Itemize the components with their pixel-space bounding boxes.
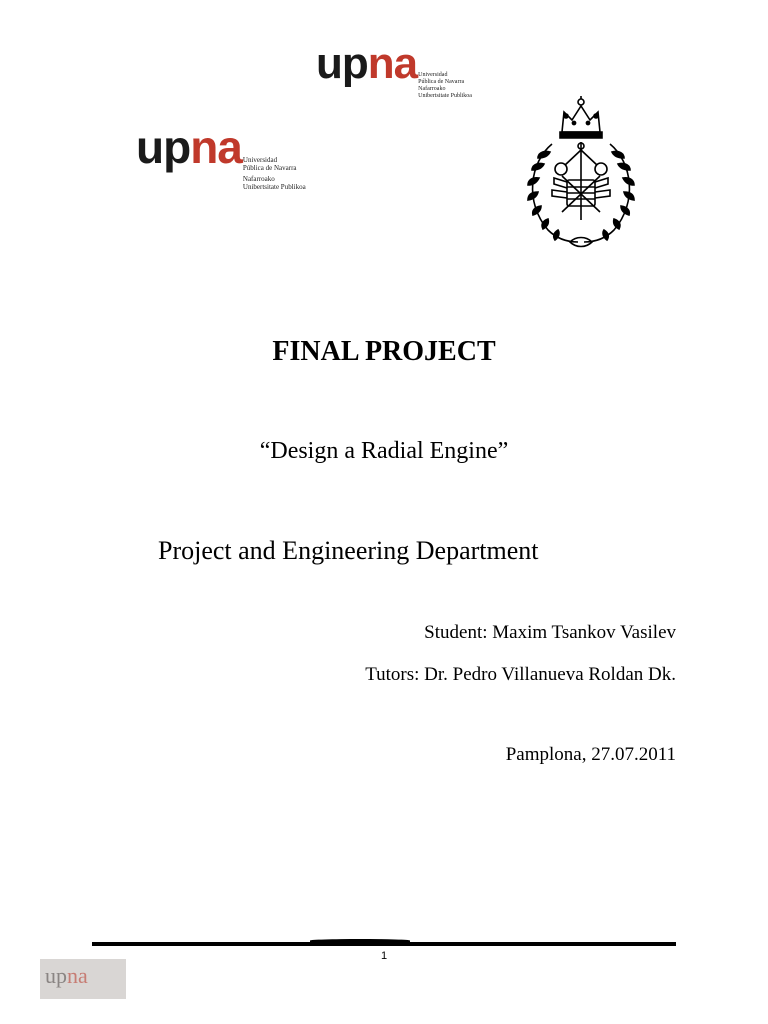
project-title: “Design a Radial Engine” — [259, 438, 509, 464]
page-number: 1 — [380, 950, 388, 962]
caption-line: Universidad — [242, 156, 278, 164]
caption-line: Pública de Navarra — [242, 164, 297, 172]
wordmark-na: na — [67, 963, 88, 988]
upna-logo-caption — [418, 72, 472, 100]
caption-line: Universidad — [418, 72, 448, 78]
department-name: Project and Engineering Department — [158, 536, 539, 565]
upna-logo-top — [316, 39, 472, 100]
document-title: FINAL PROJECT — [272, 336, 496, 367]
caption-line: Nafarroako — [242, 175, 275, 183]
engineering-crest-icon — [512, 92, 650, 250]
caption-line: Unibertsitate Publikoa — [418, 93, 472, 99]
footer-rule — [92, 942, 676, 946]
upna-logo-footer — [40, 959, 126, 999]
upna-logo-left — [136, 121, 306, 191]
upna-logo-caption — [243, 156, 306, 191]
upna-wordmark — [45, 963, 88, 989]
place-and-date: Pamplona, 27.07.2011 — [505, 744, 676, 765]
wordmark-na: na — [367, 39, 418, 88]
wordmark-up: up — [45, 963, 67, 988]
wordmark-up: up — [136, 121, 191, 173]
upna-wordmark — [316, 39, 418, 88]
caption-line: Pública de Navarra — [418, 79, 465, 85]
upna-wordmark — [136, 121, 242, 173]
caption-line: Nafarroako — [418, 86, 446, 92]
wordmark-na: na — [190, 121, 242, 173]
wordmark-up: up — [316, 39, 368, 88]
student-name: Student: Maxim Tsankov Vasilev — [424, 622, 676, 643]
caption-line: Unibertsitate Publikoa — [242, 183, 306, 191]
tutors-names: Tutors: Dr. Pedro Villanueva Roldan Dk. — [365, 664, 676, 685]
